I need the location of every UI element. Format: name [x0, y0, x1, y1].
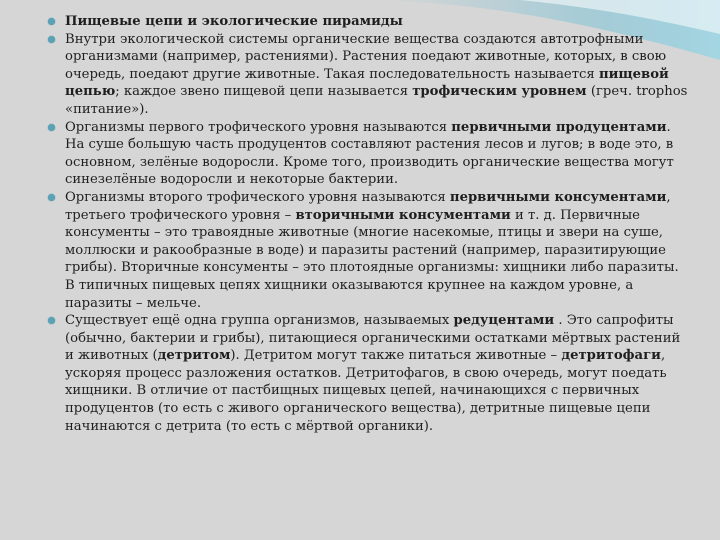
text-segment: Организмы второго трофического уровня называются — [65, 189, 450, 205]
term-detritivores: детритофаги — [561, 348, 661, 364]
term-food-chain: пищевой цепью — [65, 66, 669, 100]
term-trophic-level: трофическим уровнем — [412, 84, 587, 100]
text-segment: . Это сапрофиты (обычно, бактерии и грибы), питающиеся органическими остатками мёртвых растений и животных ( — [65, 313, 681, 364]
text-segment: , третьего трофического уровня – — [65, 189, 671, 223]
bullet-item-title — [48, 13, 688, 31]
bullet-item-decomposers — [48, 312, 688, 435]
bullet-item-food-chain — [48, 31, 688, 119]
term-primary-producers: первичными продуцентами — [451, 119, 667, 135]
term-secondary-consumers: вторичными консументами — [295, 207, 511, 223]
term-detritus: детритом — [157, 348, 231, 364]
text-segment: и т. д. Первичные консументы – это травоядные животные (многие насекомые, птицы и звери на суше, моллюски и ракообразные в воде) и паразиты растений (например, паразитирующие грибы). Вторичные консументы – это плотоядные организмы: хищники либо паразиты. В типичных пищевых цепях хищники оказываются крупнее на каждом уровне, а паразиты – мельче. — [65, 207, 679, 311]
bullet-icon — [48, 317, 55, 324]
slide-content — [48, 13, 688, 435]
text-segment: ). Детритом могут также питаться животные – — [230, 348, 562, 364]
text-segment: (греч. trophos «питание»). — [65, 84, 688, 117]
title-text: Пищевые цепи и экологические пирамиды — [65, 14, 403, 29]
text-segment: ; каждое звено пищевой цепи называется — [115, 84, 413, 100]
bullet-icon — [48, 124, 55, 131]
text-segment: Существует ещё одна группа организмов, называемых — [65, 313, 454, 329]
text-segment: Внутри экологической системы органические вещества создаются автотрофными организмами (например, растениями). Растения поедают животные, которых, в свою очередь, поедают другие животные. Такая последовательность называется — [65, 31, 667, 82]
bullet-icon — [48, 18, 55, 25]
text-segment: . На суше большую часть продуцентов составляют растения лесов и лугов; в воде это, в основном, зелёные водоросли. Кроме того, производить органические вещества могут синезелёные водоросли и некоторые бактерии. — [65, 119, 674, 188]
bullet-icon — [48, 36, 55, 43]
text-segment: Организмы первого трофического уровня называются — [65, 119, 452, 135]
term-decomposers: редуцентами — [453, 313, 555, 329]
bullet-item-producers — [48, 119, 688, 189]
term-primary-consumers: первичными консументами — [449, 189, 667, 205]
bullet-icon — [48, 194, 55, 201]
bullet-item-consumers — [48, 189, 688, 312]
text-segment: , ускоряя процесс разложения остатков. Детритофагов, в свою очередь, могут поедать хищники. В отличие от пастбищных пищевых цепей, начинающихся с первичных продуцентов (то есть с живого органического вещества), детритные пищевые цепи начинаются с детрита (то есть с мёртвой органики). — [65, 348, 667, 434]
